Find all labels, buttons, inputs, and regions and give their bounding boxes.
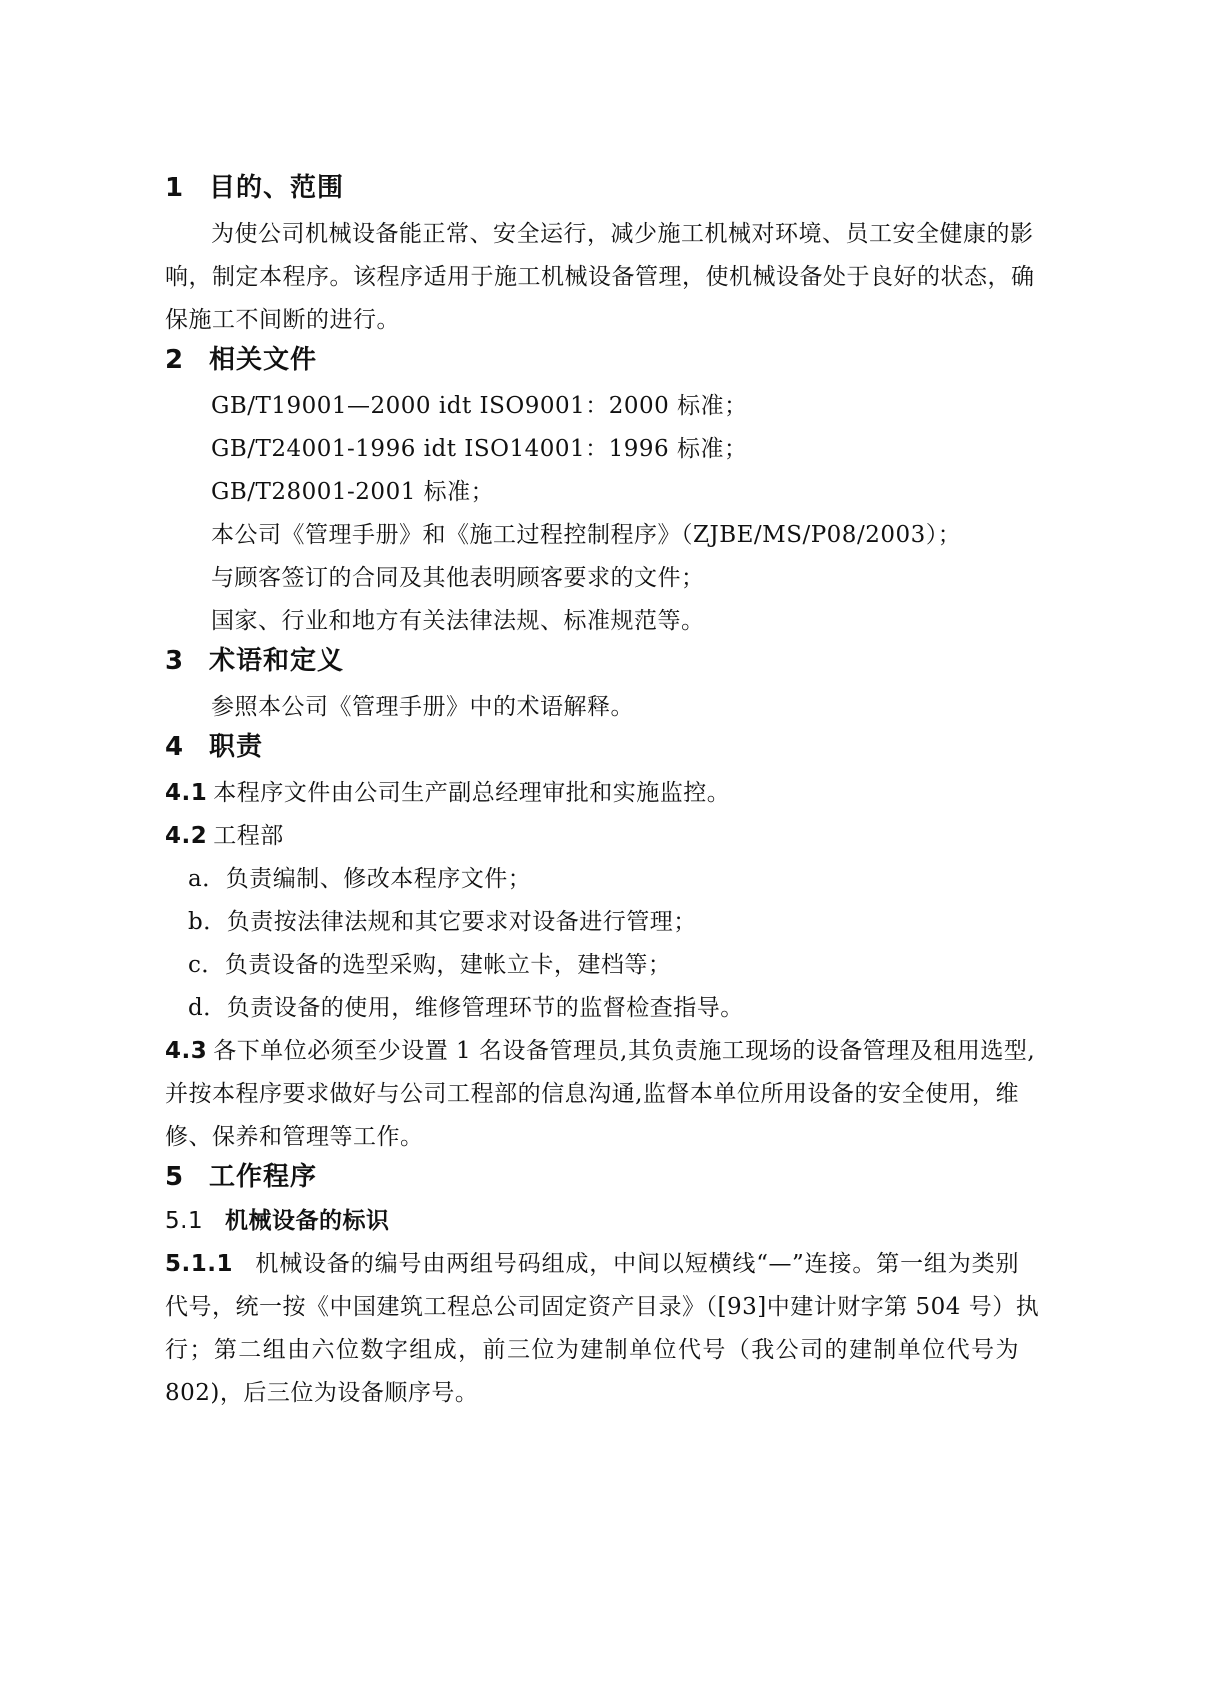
section-title: 职责 bbox=[209, 732, 264, 762]
duty-item: a．负责编制、修改本程序文件； bbox=[188, 866, 532, 892]
reference-item: GB/T19001—2000 idt ISO9001：2000 标准； bbox=[211, 393, 748, 419]
section-heading-3 bbox=[0, 646, 1211, 676]
clause-number: 4.3 bbox=[165, 1038, 208, 1064]
duty-item: c．负责设备的选型采购，建帐立卡，建档等； bbox=[188, 952, 672, 978]
paragraph-line: 代号，统一按《中国建筑工程总公司固定资产目录》（[93]中建计财字第 504 号）执 bbox=[165, 1294, 1040, 1320]
section-number: 3 bbox=[165, 646, 185, 676]
clause-5-1-1 bbox=[165, 1249, 1019, 1279]
clause-number: 5.1.1 bbox=[165, 1251, 233, 1277]
reference-item: 与顾客签订的合同及其他表明顾客要求的文件； bbox=[211, 565, 705, 591]
section-number: 2 bbox=[165, 345, 185, 375]
section-heading-1 bbox=[0, 173, 1211, 203]
duty-item: b．负责按法律法规和其它要求对设备进行管理； bbox=[188, 909, 697, 935]
subsection-number: 5.1 bbox=[165, 1208, 204, 1234]
clause-4-3 bbox=[165, 1036, 1036, 1066]
section-heading-2 bbox=[0, 345, 1211, 375]
reference-item: 本公司《管理手册》和《施工过程控制程序》（ZJBE/MS/P08/2003）； bbox=[211, 522, 962, 548]
subsection-title: 机械设备的标识 bbox=[225, 1208, 390, 1234]
clause-number: 4.1 bbox=[165, 780, 208, 806]
subsection-heading-5-1 bbox=[0, 1206, 1211, 1236]
reference-item: GB/T24001-1996 idt ISO14001：1996 标准； bbox=[211, 436, 748, 462]
paragraph-line: 802)，后三位为设备顺序号。 bbox=[165, 1380, 479, 1406]
paragraph-line: 保施工不间断的进行。 bbox=[165, 307, 400, 333]
section-number: 5 bbox=[165, 1162, 185, 1192]
section-number: 4 bbox=[165, 732, 185, 762]
paragraph-line: 修、保养和管理等工作。 bbox=[165, 1124, 424, 1150]
paragraph-line: 行；第二组由六位数字组成，前三位为建制单位代号（我公司的建制单位代号为 bbox=[165, 1337, 1019, 1363]
section-heading-5 bbox=[0, 1162, 1211, 1192]
section-title: 工作程序 bbox=[209, 1162, 318, 1192]
section-title: 相关文件 bbox=[209, 345, 318, 375]
paragraph-line: 参照本公司《管理手册》中的术语解释。 bbox=[211, 694, 634, 720]
section-heading-4 bbox=[0, 732, 1211, 762]
reference-item: GB/T28001-2001 标准； bbox=[211, 479, 495, 505]
paragraph-line: 为使公司机械设备能正常、安全运行，减少施工机械对环境、员工安全健康的影 bbox=[211, 221, 1034, 247]
clause-text: 本程序文件由公司生产副总经理审批和实施监控。 bbox=[213, 780, 731, 806]
section-title: 目的、范围 bbox=[209, 173, 345, 203]
clause-4-2 bbox=[0, 821, 1211, 851]
clause-text: 各下单位必须至少设置 1 名设备管理员,其负责施工现场的设备管理及租用选型, bbox=[213, 1038, 1036, 1064]
clause-text: 工程部 bbox=[213, 823, 284, 849]
duty-item: d．负责设备的使用，维修管理环节的监督检查指导。 bbox=[188, 995, 744, 1021]
section-number: 1 bbox=[165, 173, 185, 203]
reference-item: 国家、行业和地方有关法律法规、标准规范等。 bbox=[211, 608, 705, 634]
section-title: 术语和定义 bbox=[209, 646, 345, 676]
clause-text: 机械设备的编号由两组号码组成，中间以短横线“—”连接。第一组为类别 bbox=[255, 1251, 1019, 1277]
paragraph-line: 并按本程序要求做好与公司工程部的信息沟通,监督本单位所用设备的安全使用，维 bbox=[165, 1081, 1019, 1107]
clause-4-1 bbox=[0, 778, 1211, 808]
clause-number: 4.2 bbox=[165, 823, 208, 849]
paragraph-line: 响，制定本程序。该程序适用于施工机械设备管理，使机械设备处于良好的状态，确 bbox=[165, 264, 1035, 290]
